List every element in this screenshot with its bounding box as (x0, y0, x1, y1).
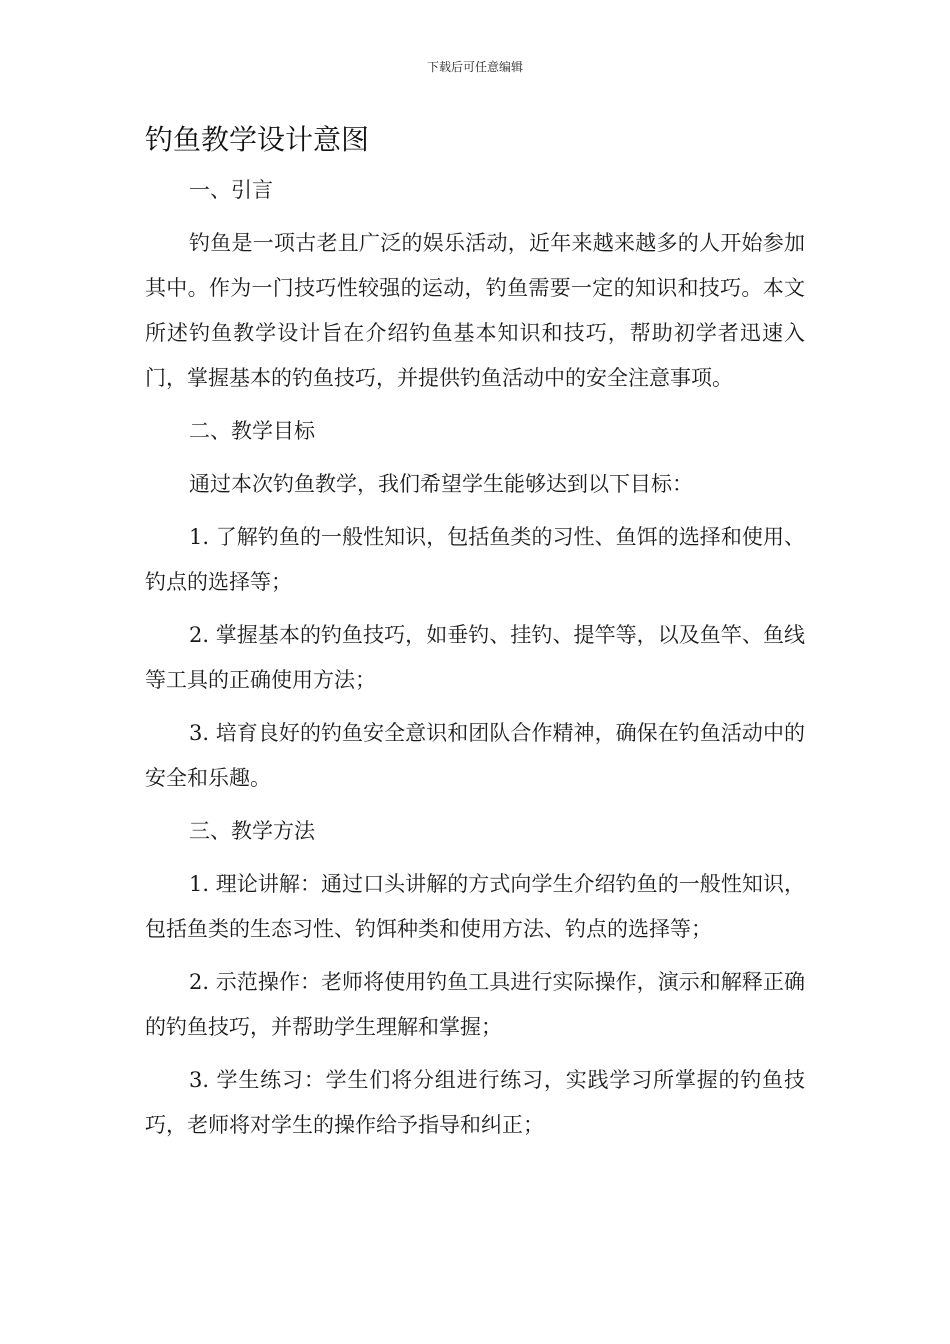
list-item-goal-1: 1. 了解钓鱼的一般性知识，包括鱼类的习性、鱼饵的选择和使用、钓点的选择等； (145, 525, 805, 594)
list-item-method-3: 3. 学生练习：学生们将分组进行练习，实践学习所掌握的钓鱼技巧，老师将对学生的操作给予指导和纠正； (145, 1068, 805, 1137)
list-item-goal-3: 3. 培育良好的钓鱼安全意识和团队合作精神，确保在钓鱼活动中的安全和乐趣。 (145, 721, 805, 790)
section-heading-methods: 三、教学方法 (189, 819, 315, 843)
paragraph-intro: 钓鱼是一项古老且广泛的娱乐活动，近年来越来越多的人开始参加其中。作为一门技巧性较强的运动，钓鱼需要一定的知识和技巧。本文所述钓鱼教学设计旨在介绍钓鱼基本知识和技巧，帮助初学者迅速入门，掌握基本的钓鱼技巧，并提供钓鱼活动中的安全注意事项。 (145, 231, 805, 390)
list-item-method-1: 1. 理论讲解：通过口头讲解的方式向学生介绍钓鱼的一般性知识，包括鱼类的生态习性、钓饵种类和使用方法、钓点的选择等； (145, 872, 805, 941)
list-item-method-2: 2. 示范操作：老师将使用钓鱼工具进行实际操作，演示和解释正确的钓鱼技巧，并帮助学生理解和掌握； (145, 970, 805, 1039)
list-item-goal-2: 2. 掌握基本的钓鱼技巧，如垂钓、挂钓、提竿等，以及鱼竿、鱼线等工具的正确使用方法； (145, 623, 805, 692)
section-heading-goals: 二、教学目标 (189, 419, 315, 443)
document-body (145, 168, 805, 1156)
section-heading-intro: 一、引言 (189, 178, 273, 202)
document-title: 钓鱼教学设计意图 (145, 123, 370, 156)
paragraph-goals-lead: 通过本次钓鱼教学，我们希望学生能够达到以下目标： (189, 472, 693, 496)
header-note: 下载后可任意编辑 (426, 60, 523, 74)
